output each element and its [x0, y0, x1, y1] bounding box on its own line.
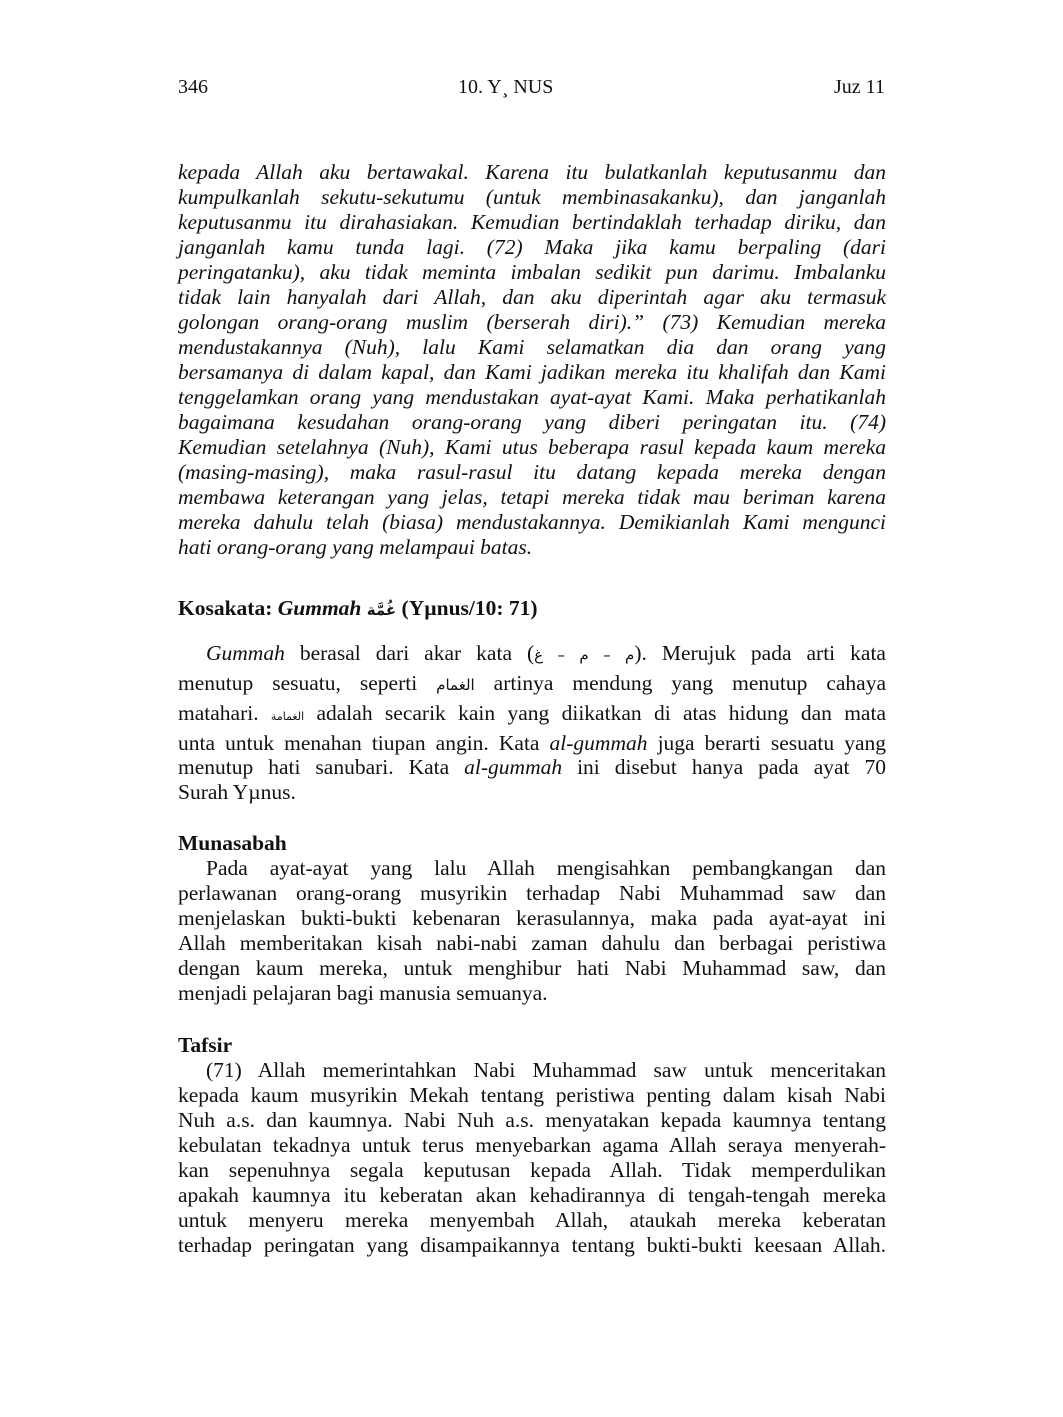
text-line: dengan kaum mereka, untuk menghibur hati Nabi Muhammad saw, dan [178, 956, 886, 980]
term: Gummah [206, 641, 285, 665]
text: ini disebut hanya pada ayat 70 [562, 755, 886, 779]
arabic-word: الغمام [436, 676, 475, 694]
kosakata-reference: (Yµnus/10: 71) [401, 596, 538, 620]
text-line: tenggelamkan orang yang mendustakan ayat-ayat Kami. Maka perhatikanlah [178, 385, 886, 409]
arabic-word: الغمامة [270, 710, 305, 723]
text-line: janganlah kamu tunda lagi. (72) Maka jika kamu berpaling (dari [178, 235, 886, 259]
kosakata-paragraph [178, 638, 886, 805]
kosakata-label: Kosakata: [178, 596, 273, 620]
arabic-root: م – م – غ [534, 646, 635, 664]
text-line: hati orang-orang yang melampaui batas. [178, 535, 533, 559]
text: berasal dari akar kata ( [284, 641, 535, 665]
text: ). Merujuk pada arti kata [634, 641, 886, 665]
text-line: mendustakannya (Nuh), lalu Kami selamatkan dia dan orang yang [178, 335, 886, 359]
text: adalah secarik kain yang diikatkan di atas hidung dan mata [304, 701, 886, 725]
text-line: Allah memberitakan kisah nabi-nabi zaman dahulu dan berbagai peristiwa [178, 931, 886, 955]
tafsir-heading: Tafsir [178, 1033, 233, 1057]
text-line: mereka dahulu telah (biasa) mendustakannya. Demikianlah Kami mengunci [178, 510, 886, 534]
text-line: menjelaskan bukti-bukti kebenaran kerasulannya, maka pada ayat-ayat ini [178, 906, 886, 930]
text: Surah Yµnus. [178, 780, 296, 804]
chapter-title: 10. Y¸ NUS [458, 76, 554, 98]
munasabah-section [178, 831, 886, 1006]
text-line: Pada ayat-ayat yang lalu Allah mengisahkan pembangkangan dan [206, 856, 886, 880]
term: al-gummah [464, 755, 563, 779]
text-line: kumpulkanlah sekutu-sekutumu (untuk membinasakanku), dan janganlah [178, 185, 886, 209]
kosakata-term: Gummah [277, 596, 362, 620]
text-line: kepada kaum musyrikin Mekah tentang peristiwa penting dalam kisah Nabi [178, 1083, 886, 1107]
text-line: golongan orang-orang muslim (berserah diri).” (73) Kemudian mereka [178, 310, 886, 334]
text-line: kepada Allah aku bertawakal. Karena itu bulatkanlah keputusanmu dan [178, 160, 886, 184]
text: unta untuk menahan tiupan angin. Kata [178, 731, 550, 755]
text-line: membawa keterangan yang jelas, tetapi mereka tidak mau beriman karena [178, 485, 886, 509]
page-number: 346 [178, 76, 208, 98]
text-line: kan sepenuhnya segala keputusan kepada Allah. Tidak memperdulikan [178, 1158, 886, 1182]
kosakata-heading [178, 594, 886, 622]
text-line: (71) Allah memerintahkan Nabi Muhammad saw untuk menceritakan [206, 1058, 886, 1082]
translation-paragraph [178, 160, 886, 560]
text: menutup sesuatu, seperti [178, 671, 437, 695]
text-line: menjadi pelajaran bagi manusia semuanya. [178, 981, 548, 1005]
text: artinya mendung yang menutup cahaya [474, 671, 887, 695]
text-line: (masing-masing), maka rasul-rasul itu datang kepada mereka dengan [178, 460, 886, 484]
text-line: bagaimana kesudahan orang-orang yang diberi peringatan itu. (74) [178, 410, 886, 434]
text: juga berarti sesuatu yang [647, 731, 887, 755]
kosakata-arabic: غُمَّة [366, 601, 397, 619]
text-line: kebulatan tekadnya untuk terus menyebarkan agama Allah seraya menyerah- [178, 1133, 886, 1157]
text-line: apakah kaumnya itu keberatan akan kehadirannya di tengah-tengah mereka [178, 1183, 886, 1207]
text-line: bersamanya di dalam kapal, dan Kami jadikan mereka itu khalifah dan Kami [178, 360, 886, 384]
text-line: peringatanku), aku tidak meminta imbalan sedikit pun darimu. Imbalanku [178, 260, 886, 284]
juz-label: Juz 11 [834, 76, 885, 98]
text-line: Kemudian setelahnya (Nuh), Kami utus beberapa rasul kepada kaum mereka [178, 435, 886, 459]
text-line: tidak lain hanyalah dari Allah, dan aku diperintah agar aku termasuk [178, 285, 886, 309]
text: matahari. [178, 701, 271, 725]
term: al-gummah [549, 731, 648, 755]
text-line: perlawanan orang-orang musyrikin terhadap Nabi Muhammad saw dan [178, 881, 886, 905]
text-line: terhadap peringatan yang disampaikannya tentang bukti-bukti keesaan Allah. [178, 1233, 886, 1257]
tafsir-section [178, 1033, 886, 1258]
text-line: keputusanmu itu dirahasiakan. Kemudian bertindaklah terhadap diriku, dan [178, 210, 886, 234]
text: menutup hati sanubari. Kata [178, 755, 465, 779]
text-line: untuk menyeru mereka menyembah Allah, ataukah mereka keberatan [178, 1208, 886, 1232]
munasabah-heading: Munasabah [178, 831, 287, 855]
text-line: Nuh a.s. dan kaumnya. Nabi Nuh a.s. menyatakan kepada kaumnya tentang [178, 1108, 886, 1132]
